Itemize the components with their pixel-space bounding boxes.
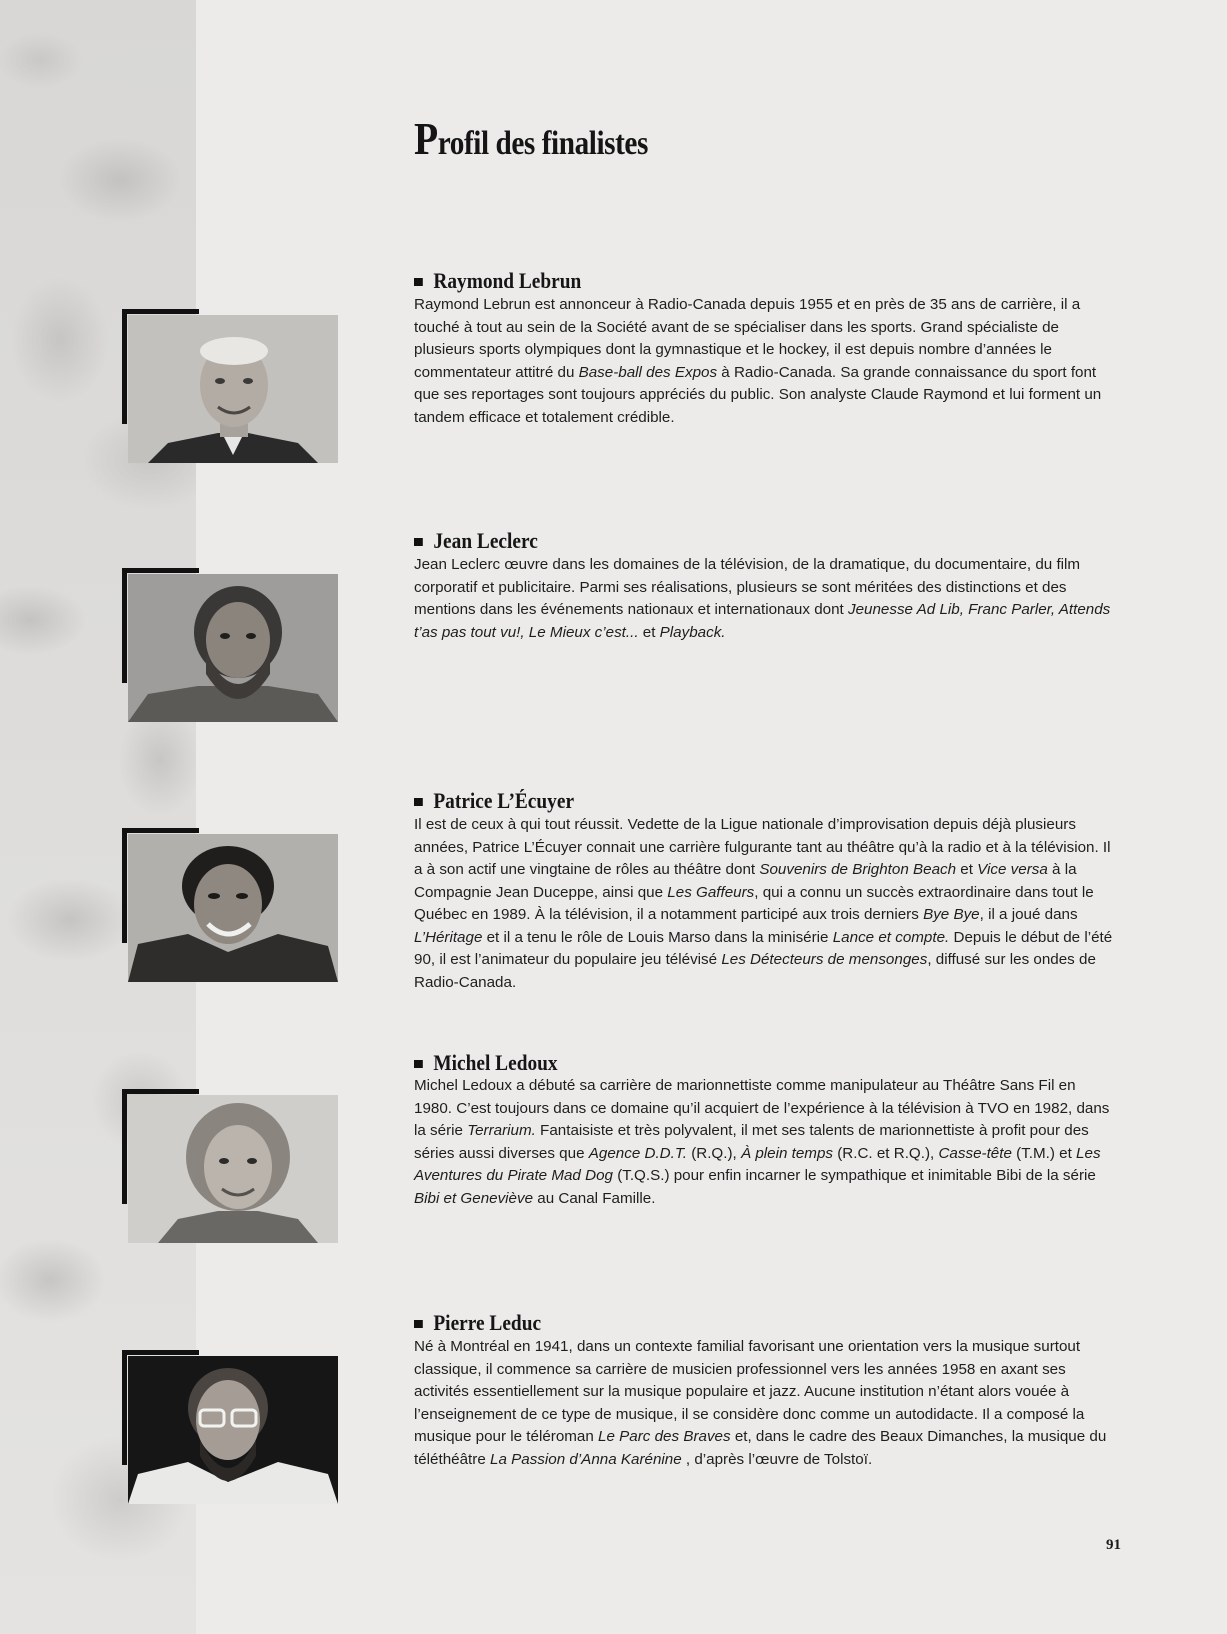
bio-text: (R.C. et R.Q.), (832, 1144, 939, 1162)
bio-text: Raymond Lebrun est annonceur à Radio-Canada depuis 1955 et en près de 35 ans de carrière, il a touché à tout au sein de la Société avant de se spécialiser dans les sports. Grand spécialiste de plusieurs sports olympiques dont la gymnastique et le hockey, il est depuis nombre d’années le commentateur attitré du (414, 296, 1081, 381)
bio-italic-title: Terrarium. (467, 1122, 536, 1139)
finalist-photo (128, 574, 338, 722)
bio-text: et (638, 623, 660, 641)
bio-italic-title: Vice versa (977, 861, 1048, 878)
bio-italic-title: Jeunesse Ad Lib, Franc Parler, Attends t’as pas tout vu!, Le Mieux c’est... (414, 601, 1111, 641)
bio-italic-title: Les Détecteurs de mensonges (721, 951, 928, 968)
bio-italic-title: Bye Bye (923, 906, 980, 923)
finalist-bio (414, 554, 1114, 644)
bio-italic-title: Le Parc des Braves (598, 1428, 731, 1445)
bio-text: Depuis le début de l’été 90, il est l’animateur du populaire jeu télévisé (414, 928, 1113, 968)
portrait-photo-icon (128, 315, 338, 463)
finalist-name-text: Jean Leclerc (433, 528, 538, 553)
bio-text: et il a tenu le rôle de Louis Marso dans la minisérie (482, 928, 833, 946)
finalist-name-text: Michel Ledoux (433, 1050, 558, 1075)
portrait-photo-icon (128, 834, 338, 982)
bio-text: Il est de ceux à qui tout réussit. Vedette de la Ligue nationale d’improvisation depuis déjà plusieurs années, Patrice L’Écuyer connait une carrière fulgurante tant au théâtre qu’à la radio et à la télévision. Il a à son actif une vingtaine de rôles au théâtre dont (414, 816, 1111, 878)
bio-text: à Radio-Canada. Sa grande connaissance du sport font que ses reportages sont toujours appréciés du public. Son analyste Claude Raymond et lui forment un tandem efficace et totalement crédible. (414, 363, 1102, 426)
square-bullet-icon (414, 798, 423, 806)
finalist-name (414, 1310, 541, 1336)
bio-text: , d’après l’œuvre de Tolstoï. (681, 1450, 873, 1468)
bio-italic-title: À plein temps (740, 1144, 833, 1162)
bio-text: (R.Q.), (686, 1144, 741, 1162)
page-title-rest: rofil des finalistes (437, 125, 648, 162)
bio-text: Jean Leclerc œuvre dans les domaines de la télévision, de la dramatique, du documentaire, du film corporatif et publicitaire. Parmi ses réalisations, plusieurs se sont méritées des distinctions et des mentions dans les événements nationaux et internationaux dont (414, 556, 1081, 618)
finalist-photo (128, 1356, 338, 1504)
bio-text: , diffusé sur les ondes de Radio-Canada. (414, 951, 1096, 991)
finalist-name (414, 528, 538, 554)
bio-italic-title: L’Héritage (414, 928, 483, 946)
bio-italic-title: Bibi et Geneviève (414, 1189, 534, 1207)
bio-text: (T.M.) et (1011, 1144, 1077, 1162)
bio-text: , qui a connu un succès extraordinaire dans tout le Québec en 1989. À la télévision, il a notamment participé aux trois derniers (414, 883, 1094, 923)
bio-text: et (956, 861, 978, 878)
bio-text: Fantaisiste et très polyvalent, il met ses talents de marionnettiste à profit pour des séries aussi diverses que (414, 1122, 1089, 1162)
page-number: 91 (1106, 1537, 1121, 1553)
portrait-photo-icon (128, 1095, 338, 1243)
bio-italic-title: Les Aventures du Pirate Mad Dog (414, 1144, 1101, 1184)
bio-text: Né à Montréal en 1941, dans un contexte familial favorisant une orientation vers la musique surtout classique, il commence sa carrière de musicien professionnel vers les années 1958 en axant ses activités essentiellement sur la musique populaire et jazz. Aucune institution n’étant alors vouée à l’enseignement de ce type de musique, il se considère donc comme un autodidacte. Il a composé la musique pour le téléroman (414, 1338, 1085, 1445)
square-bullet-icon (414, 1320, 423, 1328)
bio-text: (T.Q.S.) pour enfin incarner le sympathique et inimitable Bibi de la série (612, 1167, 1096, 1184)
finalist-photo (128, 834, 338, 982)
bio-italic-title: Lance et compte. (832, 928, 950, 946)
finalist-bio (414, 294, 1114, 429)
bio-italic-title: Playback. (659, 623, 726, 641)
finalist-name (414, 788, 574, 814)
bio-italic-title: La Passion d’Anna Karénine (490, 1450, 682, 1468)
page-title (414, 112, 648, 165)
finalist-name-text: Pierre Leduc (433, 1310, 542, 1335)
bio-text: et, dans le cadre des Beaux Dimanches, la musique du téléthéâtre (414, 1428, 1107, 1468)
finalist-photo (128, 315, 338, 463)
bio-text: à la Compagnie Jean Duceppe, ainsi que (414, 861, 1077, 901)
bio-italic-title: Souvenirs de Brighton Beach (759, 861, 957, 878)
square-bullet-icon (414, 538, 423, 546)
bio-text: , il a joué dans (979, 906, 1078, 923)
finalist-name (414, 268, 581, 294)
finalist-photo (128, 1095, 338, 1243)
bio-italic-title: Casse-tête (938, 1144, 1012, 1162)
finalist-name-text: Raymond Lebrun (433, 268, 582, 293)
finalist-bio (414, 814, 1114, 994)
finalist-name-text: Patrice L’Écuyer (433, 788, 575, 813)
square-bullet-icon (414, 278, 423, 286)
bio-italic-title: Agence D.D.T. (588, 1144, 687, 1162)
portrait-photo-icon (128, 574, 338, 722)
square-bullet-icon (414, 1060, 423, 1068)
page-title-initial: P (414, 113, 438, 164)
bio-italic-title: Les Gaffeurs (667, 883, 755, 901)
bio-italic-title: Base-ball des Expos (578, 363, 718, 381)
finalist-bio (414, 1075, 1114, 1210)
finalist-bio (414, 1336, 1114, 1471)
portrait-photo-icon (128, 1356, 338, 1504)
finalist-name (414, 1050, 558, 1076)
bio-text: Michel Ledoux a débuté sa carrière de marionnettiste comme manipulateur au Théâtre Sans Fil en 1980. C’est toujours dans ce domaine qu’il acquiert de l’expérience à la télévision à TVO en 1982, dans la série (414, 1077, 1110, 1139)
bio-text: au Canal Famille. (533, 1189, 656, 1207)
